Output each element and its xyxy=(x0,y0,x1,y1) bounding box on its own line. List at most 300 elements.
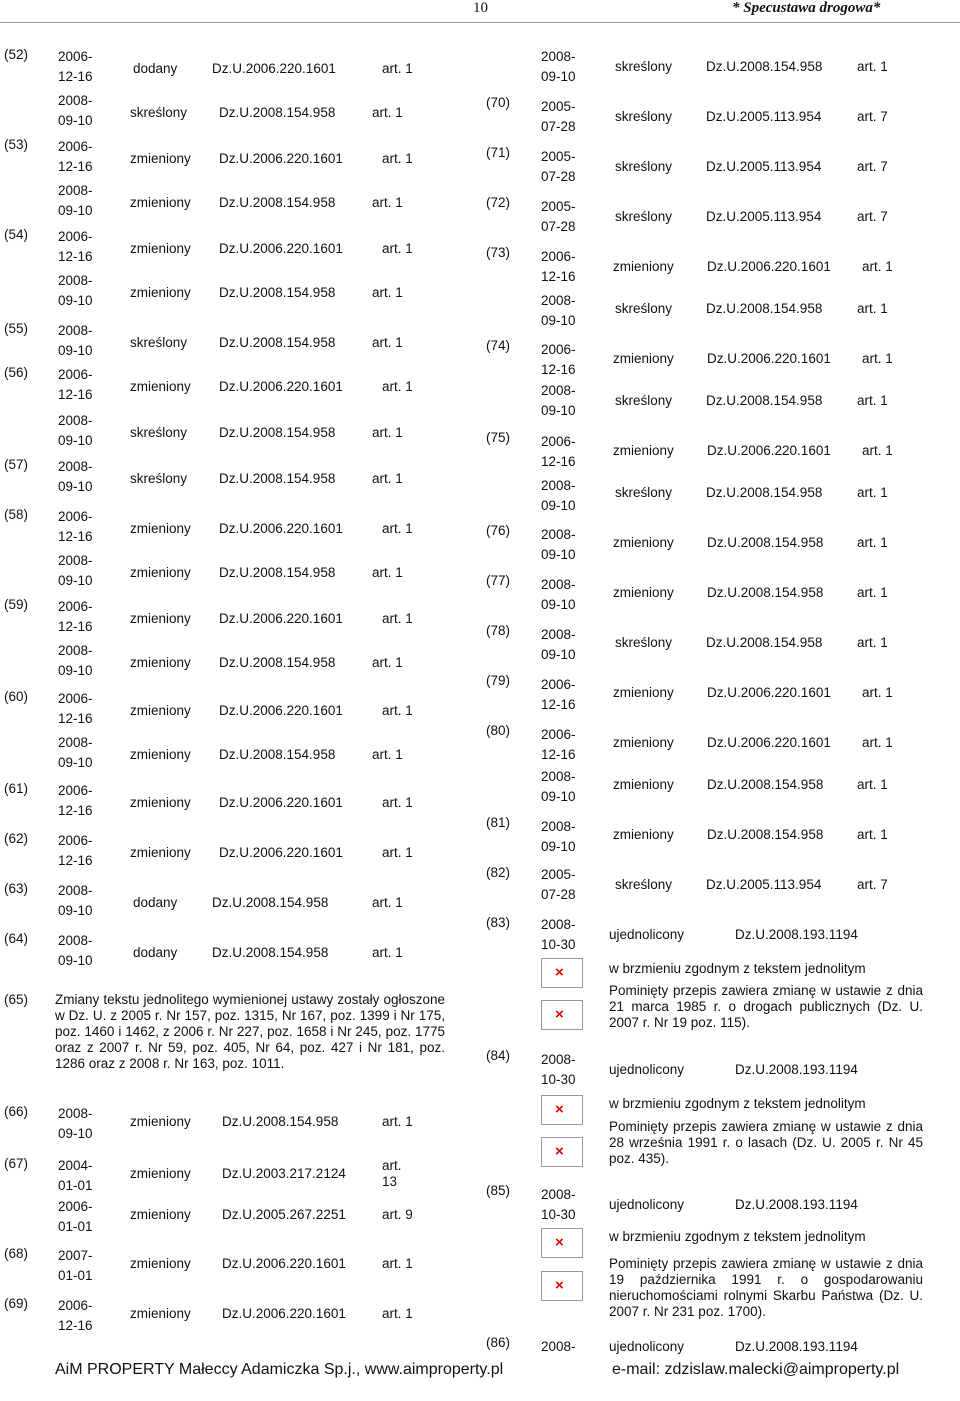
entry-source: Dz.U.2005.113.954 xyxy=(706,877,822,892)
entry-source: Dz.U.2008.154.958 xyxy=(706,301,823,316)
date-year: 2006- xyxy=(58,833,93,848)
date-monthday: 01-01 xyxy=(58,1268,93,1283)
entry-number: (57) xyxy=(4,457,29,472)
entry-date xyxy=(541,625,577,665)
date-monthday: 10-30 xyxy=(541,1207,576,1222)
entry-number: (75) xyxy=(486,430,511,445)
entry-action: dodany xyxy=(133,61,178,76)
date-year: 2008- xyxy=(541,627,576,642)
entry-art: art. 1 xyxy=(857,827,888,842)
entry-action: zmieniony xyxy=(613,585,674,600)
entry-art: art. 1 xyxy=(372,655,403,670)
entry-date xyxy=(58,597,94,637)
date-monthday: 12-16 xyxy=(58,803,93,818)
entry-action: zmieniony xyxy=(130,655,191,670)
entry-number: (64) xyxy=(4,931,29,946)
entry-date xyxy=(541,381,577,421)
date-monthday: 09-10 xyxy=(541,789,576,804)
entry-action: zmieniony xyxy=(130,1114,191,1129)
entry-action: zmieniony xyxy=(130,1166,191,1181)
entry-date xyxy=(541,767,577,807)
entry-action: skreślony xyxy=(130,335,188,350)
entry-date xyxy=(541,197,577,237)
entry-art: art. 1 xyxy=(857,301,888,316)
entry-art: art. 1 xyxy=(372,895,403,910)
entry-number: (83) xyxy=(486,915,511,930)
entry-action: zmieniony xyxy=(613,443,674,458)
entry-source: Dz.U.2005.113.954 xyxy=(706,109,822,124)
date-year: 2008- xyxy=(541,577,576,592)
date-monthday: 12-16 xyxy=(58,619,93,634)
entry-number: (62) xyxy=(4,831,29,846)
entry-number: (63) xyxy=(4,881,29,896)
entry-art: art. 1 xyxy=(372,945,403,960)
entry-art: art. 1 xyxy=(862,351,893,366)
entry-art: art. 1 xyxy=(382,1306,413,1321)
entry-art: art. 1 xyxy=(382,151,413,166)
date-year: 2008- xyxy=(541,293,576,308)
note-text: Pominięty przepis zawiera zmianę w ustawie z dnia 28 września 1991 r. o lasach (Dz. U. 2005 r. Nr 45 poz. 435). xyxy=(609,1119,923,1166)
date-monthday: 09-10 xyxy=(541,647,576,662)
entry-art: art. 1 xyxy=(372,747,403,762)
entry-number: (54) xyxy=(4,227,29,242)
date-monthday: 12-16 xyxy=(541,269,576,284)
entry-source: Dz.U.2006.220.1601 xyxy=(219,521,343,536)
entry-date xyxy=(541,525,577,565)
date-monthday: 01-01 xyxy=(58,1219,93,1234)
date-year: 2008- xyxy=(58,459,93,474)
date-year: 2008- xyxy=(58,413,93,428)
entry-number: (69) xyxy=(4,1296,29,1311)
entry-number: (79) xyxy=(486,673,511,688)
date-year: 2008- xyxy=(58,735,93,750)
entry-date xyxy=(58,1197,94,1237)
entry-date xyxy=(58,321,94,361)
entry-source: Dz.U.2006.220.1601 xyxy=(219,241,343,256)
date-year: 2006- xyxy=(541,434,576,449)
entry-source: Dz.U.2006.220.1601 xyxy=(219,703,343,718)
entry-date xyxy=(58,931,94,971)
entry-number: (55) xyxy=(4,321,29,336)
entry-action: ujednolicony xyxy=(609,927,685,942)
entry-action: zmieniony xyxy=(130,241,191,256)
missing-image-icon xyxy=(541,1228,583,1258)
date-monthday: 09-10 xyxy=(58,203,93,218)
broken-image-x-icon: × xyxy=(555,1101,564,1118)
date-monthday: 09-10 xyxy=(541,547,576,562)
entry-number: (58) xyxy=(4,507,29,522)
entry-action: skreślony xyxy=(615,109,673,124)
page-header xyxy=(0,0,960,23)
entry-source: Dz.U.2008.154.958 xyxy=(212,895,329,910)
entry-source: Dz.U.2003.217.2124 xyxy=(222,1166,346,1181)
entry-date xyxy=(541,575,577,615)
entry-action: skreślony xyxy=(615,485,673,500)
entry-date xyxy=(58,641,94,681)
entry-art: art. 1 xyxy=(372,565,403,580)
date-year: 2005- xyxy=(541,149,576,164)
date-monthday: 10-30 xyxy=(541,937,576,952)
entry-source: Dz.U.2008.154.958 xyxy=(219,285,336,300)
entry-art: art. 7 xyxy=(857,209,888,224)
entry-date xyxy=(58,47,94,87)
entry-source: Dz.U.2006.220.1601 xyxy=(707,351,831,366)
entry-source: Dz.U.2008.193.1194 xyxy=(735,1062,858,1077)
entry-date xyxy=(58,1296,94,1336)
entry-art: art. 1 xyxy=(372,105,403,120)
entry-source: Dz.U.2006.220.1601 xyxy=(219,379,343,394)
entry-art: art. 7 xyxy=(857,109,888,124)
entry-number: (78) xyxy=(486,623,511,638)
entry-source: Dz.U.2006.220.1601 xyxy=(707,443,831,458)
entry-action: zmieniony xyxy=(130,379,191,394)
entry-date xyxy=(58,1104,94,1144)
entry-number: (60) xyxy=(4,689,29,704)
missing-image-icon xyxy=(541,1271,583,1301)
entry-source: Dz.U.2008.193.1194 xyxy=(735,1339,858,1354)
entry-date xyxy=(541,675,577,715)
broken-image-x-icon: × xyxy=(555,964,564,981)
entry-date xyxy=(541,476,577,516)
entry-action: skreślony xyxy=(130,425,188,440)
entry-number: (53) xyxy=(4,137,29,152)
date-year: 2007- xyxy=(58,1248,93,1263)
date-year: 2006- xyxy=(541,249,576,264)
entry-action: zmieniony xyxy=(130,845,191,860)
entry-art: art. 1 xyxy=(372,195,403,210)
missing-image-icon xyxy=(541,1095,583,1125)
entry-date xyxy=(541,291,577,331)
entry-action: zmieniony xyxy=(613,351,674,366)
entry-source: Dz.U.2006.220.1601 xyxy=(707,685,831,700)
entry-date xyxy=(58,689,94,729)
date-year: 2008- xyxy=(541,383,576,398)
date-monthday: 09-10 xyxy=(58,953,93,968)
entry-source: Dz.U.2006.220.1601 xyxy=(219,795,343,810)
entry-action: dodany xyxy=(133,945,178,960)
entry-action: ujednolicony xyxy=(609,1062,685,1077)
entry-source: Dz.U.2006.220.1601 xyxy=(219,611,343,626)
entry-art: art. 1 xyxy=(382,795,413,810)
date-monthday: 07-28 xyxy=(541,169,576,184)
entry-number: (86) xyxy=(486,1335,511,1350)
entry-date xyxy=(541,865,577,905)
entry-art: art. 1 xyxy=(382,703,413,718)
date-year: 2006- xyxy=(58,367,93,382)
entry-action: ujednolicony xyxy=(609,1197,685,1212)
date-year: 2006- xyxy=(541,727,576,742)
date-year: 2008- xyxy=(541,478,576,493)
entry-source: Dz.U.2008.154.958 xyxy=(212,945,329,960)
entry-action: zmieniony xyxy=(130,195,191,210)
entry-art: art. 1 xyxy=(862,259,893,274)
entry-number: (73) xyxy=(486,245,511,260)
entry-art: art. 1 xyxy=(382,241,413,256)
date-monthday: 09-10 xyxy=(58,113,93,128)
date-monthday: 07-28 xyxy=(541,119,576,134)
entry-art: art. 7 xyxy=(857,159,888,174)
entry-art: art. 1 xyxy=(862,443,893,458)
entry-action: zmieniony xyxy=(130,1306,191,1321)
date-monthday: 09-10 xyxy=(541,403,576,418)
entry-number: (71) xyxy=(486,145,511,160)
date-year: 2008- xyxy=(58,93,93,108)
entry-action: zmieniony xyxy=(130,1207,191,1222)
entry-source: Dz.U.2008.154.958 xyxy=(219,655,336,670)
entry-date xyxy=(58,181,94,221)
entry-number: (80) xyxy=(486,723,511,738)
entry-art: art. 1 xyxy=(857,777,888,792)
date-year: 2006- xyxy=(58,691,93,706)
entry-date xyxy=(541,1185,577,1225)
entry-date xyxy=(58,227,94,267)
date-year: 2006- xyxy=(58,229,93,244)
date-monthday: 12-16 xyxy=(58,711,93,726)
footer-email: e-mail: zdzislaw.malecki@aimproperty.pl xyxy=(612,1361,900,1378)
entry-source: Dz.U.2006.220.1601 xyxy=(707,735,831,750)
entry-action: skreślony xyxy=(615,301,673,316)
date-monthday: 12-16 xyxy=(541,362,576,377)
entry-source: Dz.U.2008.154.958 xyxy=(219,195,336,210)
entry-action: skreślony xyxy=(130,471,188,486)
date-monthday: 12-16 xyxy=(58,529,93,544)
entry-number: (85) xyxy=(486,1183,511,1198)
note-text: Zmiany tekstu jednolitego wymienionej ustawy zostały ogłoszone w Dz. U. z 2005 r. Nr 157, poz. 1315, Nr 167, poz. 1399 i Nr 175, poz. 1460 i 1462, z 2006 r. Nr 227, poz. 1658 i Nr 245, poz. 1775 oraz z 2007 r. Nr 59, poz. 405, Nr 64, poz. 427 i Nr 181, poz. 1286 oraz z 2008 r. Nr 163, poz. 1011. xyxy=(55,992,445,1071)
date-monthday: 09-10 xyxy=(541,839,576,854)
entry-action: zmieniony xyxy=(130,521,191,536)
date-year: 2008- xyxy=(58,323,93,338)
date-year: 2006- xyxy=(58,509,93,524)
entry-source: Dz.U.2008.193.1194 xyxy=(735,1197,858,1212)
entry-art: art. 1 xyxy=(372,471,403,486)
entry-action: zmieniony xyxy=(613,735,674,750)
entry-source: Dz.U.2005.267.2251 xyxy=(222,1207,346,1222)
date-monthday: 09-10 xyxy=(58,343,93,358)
missing-image-icon xyxy=(541,958,583,988)
entry-source: Dz.U.2005.113.954 xyxy=(706,209,822,224)
entry-date xyxy=(541,340,577,380)
entry-art: art. 1 xyxy=(382,611,413,626)
date-monthday: 09-10 xyxy=(541,313,576,328)
date-year: 2008- xyxy=(541,819,576,834)
entry-source: Dz.U.2008.154.958 xyxy=(706,635,823,650)
entry-art: art. 1 xyxy=(372,425,403,440)
entry-date xyxy=(58,457,94,497)
date-monthday: 12-16 xyxy=(541,697,576,712)
entry-number: (66) xyxy=(4,1104,29,1119)
date-monthday: 12-16 xyxy=(541,454,576,469)
entry-number: (56) xyxy=(4,365,29,380)
entry-date xyxy=(58,733,94,773)
entry-art: art. 1 xyxy=(857,59,888,74)
entry-number: (68) xyxy=(4,1246,29,1261)
date-monthday: 07-28 xyxy=(541,219,576,234)
entry-action: skreślony xyxy=(615,635,673,650)
entry-date xyxy=(58,781,94,821)
entry-source: Dz.U.2006.220.1601 xyxy=(222,1256,346,1271)
entry-date xyxy=(58,551,94,591)
entry-action: zmieniony xyxy=(613,827,674,842)
date-year: 2008- xyxy=(541,1052,576,1067)
date-year: 2005- xyxy=(541,99,576,114)
entry-date xyxy=(541,915,577,955)
date-year: 2006- xyxy=(58,1199,93,1214)
entry-action: zmieniony xyxy=(613,535,674,550)
entry-source: Dz.U.2008.154.958 xyxy=(707,585,824,600)
date-monthday: 12-16 xyxy=(541,747,576,762)
date-year: 2008- xyxy=(541,917,576,932)
entry-number: (82) xyxy=(486,865,511,880)
date-year: 2006- xyxy=(58,139,93,154)
footer-company: AiM PROPERTY Małeccy Adamiczka Sp.j., www.aimproperty.pl xyxy=(55,1361,504,1378)
date-year: 2008- xyxy=(541,49,576,64)
entry-source: Dz.U.2006.220.1601 xyxy=(222,1306,346,1321)
entry-source: Dz.U.2008.154.958 xyxy=(219,335,336,350)
date-monthday: 12-16 xyxy=(58,1318,93,1333)
entry-art: art. 1 xyxy=(382,521,413,536)
date-year: 2005- xyxy=(541,867,576,882)
date-monthday: 09-10 xyxy=(58,663,93,678)
missing-image-icon xyxy=(541,1000,583,1030)
entry-action: dodany xyxy=(133,895,178,910)
entry-art: art. 1 xyxy=(862,735,893,750)
date-monthday: 12-16 xyxy=(58,853,93,868)
date-year: 2008- xyxy=(541,769,576,784)
entry-number: (84) xyxy=(486,1048,511,1063)
date-year: 2008- xyxy=(58,553,93,568)
entry-action: zmieniony xyxy=(130,795,191,810)
entry-action: zmieniony xyxy=(613,685,674,700)
entry-date xyxy=(541,247,577,287)
entry-action: zmieniony xyxy=(130,1256,191,1271)
entry-number: (72) xyxy=(486,195,511,210)
entry-action: zmieniony xyxy=(130,151,191,166)
date-monthday: 12-16 xyxy=(58,159,93,174)
date-monthday: 09-10 xyxy=(58,903,93,918)
date-year: 2006- xyxy=(58,49,93,64)
entry-action: skreślony xyxy=(615,209,673,224)
entry-number: (59) xyxy=(4,597,29,612)
entry-action: skreślony xyxy=(615,59,673,74)
entry-number: (77) xyxy=(486,573,511,588)
entry-action: zmieniony xyxy=(130,285,191,300)
broken-image-x-icon: × xyxy=(555,1006,564,1023)
entry-date xyxy=(541,725,577,765)
date-monthday: 01-01 xyxy=(58,1178,93,1193)
date-year: 2006- xyxy=(58,1298,93,1313)
entry-source: Dz.U.2008.154.958 xyxy=(706,393,823,408)
note-number: (65) xyxy=(4,992,29,1007)
entry-action: skreślony xyxy=(615,159,673,174)
entry-source: Dz.U.2008.154.958 xyxy=(219,425,336,440)
entry-action: skreślony xyxy=(615,393,673,408)
date-year: 2006- xyxy=(541,677,576,692)
date-year: 2008- xyxy=(58,933,93,948)
date-year: 2008- xyxy=(541,527,576,542)
entry-source: Dz.U.2008.154.958 xyxy=(219,565,336,580)
entry-art: art. 1 xyxy=(857,585,888,600)
date-year: 2006- xyxy=(541,342,576,357)
entry-date xyxy=(58,1246,94,1286)
date-monthday: 10-30 xyxy=(541,1072,576,1087)
entry-date xyxy=(58,881,94,921)
date-year: 2008- xyxy=(58,1106,93,1121)
missing-image-icon xyxy=(541,1137,583,1167)
entry-source: Dz.U.2008.154.958 xyxy=(222,1114,339,1129)
entry-art: art. 1 xyxy=(382,61,413,76)
entry-date: 2008- xyxy=(541,1339,576,1354)
note-line: w brzmieniu zgodnym z tekstem jednolitym xyxy=(609,1229,866,1244)
entry-date xyxy=(58,137,94,177)
entry-source: Dz.U.2008.154.958 xyxy=(707,535,824,550)
entry-source: Dz.U.2008.154.958 xyxy=(219,105,336,120)
entry-art: art. 1 xyxy=(857,635,888,650)
entry-date xyxy=(58,1156,94,1196)
entry-action: skreślony xyxy=(130,105,188,120)
date-monthday: 09-10 xyxy=(541,597,576,612)
entry-action: zmieniony xyxy=(613,259,674,274)
entry-date xyxy=(541,817,577,857)
entry-art: art. 7 xyxy=(857,877,888,892)
entry-date xyxy=(58,365,94,405)
date-year: 2008- xyxy=(58,183,93,198)
entry-number: (74) xyxy=(486,338,511,353)
entry-art: art. 1 xyxy=(862,685,893,700)
entry-date xyxy=(541,147,577,187)
entry-action: skreślony xyxy=(615,877,673,892)
entry-number: (76) xyxy=(486,523,511,538)
entry-source: Dz.U.2008.154.958 xyxy=(706,59,823,74)
entry-source: Dz.U.2008.154.958 xyxy=(707,777,824,792)
entry-number: (61) xyxy=(4,781,29,796)
date-monthday: 09-10 xyxy=(541,69,576,84)
entry-date xyxy=(58,507,94,547)
date-monthday: 09-10 xyxy=(58,433,93,448)
entry-source: Dz.U.2006.220.1601 xyxy=(212,61,336,76)
entry-date xyxy=(58,91,94,131)
page-number: 10 xyxy=(473,0,488,16)
date-monthday: 09-10 xyxy=(58,1126,93,1141)
entry-art: art. 1 xyxy=(857,485,888,500)
entry-action: zmieniony xyxy=(130,703,191,718)
date-year: 2008- xyxy=(58,643,93,658)
broken-image-x-icon: × xyxy=(555,1277,564,1294)
entry-date xyxy=(541,97,577,137)
entry-source: Dz.U.2008.193.1194 xyxy=(735,927,858,942)
entry-art: art. 1 xyxy=(382,845,413,860)
date-monthday: 12-16 xyxy=(58,387,93,402)
date-year: 2008- xyxy=(58,883,93,898)
date-monthday: 09-10 xyxy=(58,479,93,494)
entry-source: Dz.U.2008.154.958 xyxy=(219,471,336,486)
entry-art: art. 1 xyxy=(382,1114,413,1129)
entry-source: Dz.U.2006.220.1601 xyxy=(219,845,343,860)
entry-art: art. 1 xyxy=(857,535,888,550)
date-monthday: 09-10 xyxy=(58,573,93,588)
date-year: 2008- xyxy=(58,273,93,288)
page-title: * Specustawa drogowa* xyxy=(732,0,881,16)
entry-date xyxy=(541,432,577,472)
date-monthday: 12-16 xyxy=(58,249,93,264)
broken-image-x-icon: × xyxy=(555,1234,564,1251)
date-monthday: 07-28 xyxy=(541,887,576,902)
date-year: 2006- xyxy=(58,783,93,798)
entry-art: art. 13 xyxy=(382,1158,402,1189)
entry-date xyxy=(541,47,577,87)
entry-art: art. 1 xyxy=(372,285,403,300)
entry-action: zmieniony xyxy=(130,611,191,626)
entry-source: Dz.U.2008.154.958 xyxy=(219,747,336,762)
